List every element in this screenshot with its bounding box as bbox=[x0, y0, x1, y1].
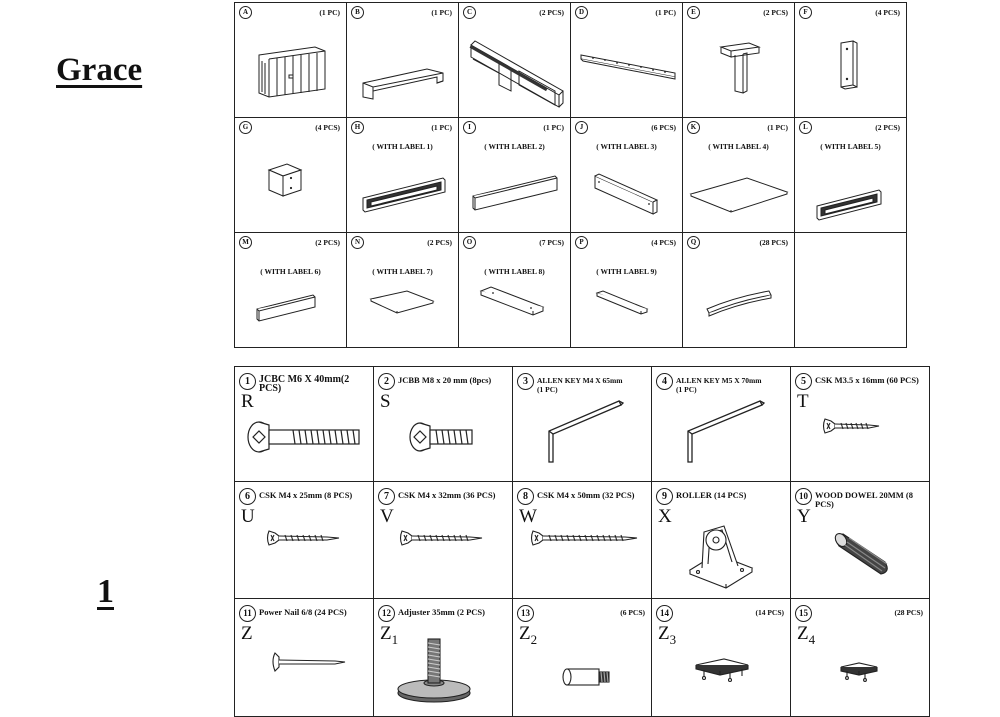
part-letter: H bbox=[351, 121, 364, 134]
part-label: ( WITH LABEL 1) bbox=[372, 142, 433, 151]
hardware-desc: Power Nail 6/8 (24 PCS) bbox=[259, 607, 347, 617]
hardware-code: U bbox=[241, 506, 255, 527]
part-label: ( WITH LABEL 5) bbox=[820, 142, 881, 151]
hardware-cell-9 bbox=[652, 482, 791, 599]
hardware-code: X bbox=[658, 506, 672, 527]
short-screw-icon bbox=[791, 367, 930, 482]
slat-icon bbox=[459, 233, 571, 348]
drawer-side-icon bbox=[571, 118, 683, 233]
part-letter: N bbox=[351, 236, 364, 249]
strip-icon bbox=[571, 233, 683, 348]
part-cell-b bbox=[347, 3, 459, 118]
jcbb-bolt-icon bbox=[374, 367, 513, 482]
hardware-cell-2 bbox=[374, 367, 513, 482]
hardware-desc: CSK M4 x 25mm (8 PCS) bbox=[259, 490, 353, 500]
hardware-number: 1 bbox=[239, 373, 256, 390]
nail-icon bbox=[235, 599, 374, 717]
parts-grid bbox=[234, 2, 907, 348]
hardware-desc: JCBB M8 x 20 mm (8pcs) bbox=[398, 375, 492, 385]
side-rail-icon bbox=[459, 3, 571, 118]
part-cell-e bbox=[683, 3, 795, 118]
part-qty: (2 PCS) bbox=[763, 8, 788, 17]
part-qty: (2 PCS) bbox=[315, 238, 340, 247]
part-cell-i bbox=[459, 118, 571, 233]
part-cell-q bbox=[683, 233, 795, 348]
part-qty: (6 PCS) bbox=[651, 123, 676, 132]
hardware-number: 3 bbox=[517, 373, 534, 390]
hardware-cell-13 bbox=[513, 599, 652, 717]
hardware-code: T bbox=[797, 391, 809, 412]
part-cell-o bbox=[459, 233, 571, 348]
adjuster-foot-icon bbox=[374, 599, 513, 717]
hardware-code: $Z_3$ bbox=[658, 623, 677, 647]
part-qty: (2 PCS) bbox=[875, 123, 900, 132]
part-cell-j bbox=[571, 118, 683, 233]
hardware-number: 2 bbox=[378, 373, 395, 390]
hardware-number: 15 bbox=[795, 605, 812, 622]
part-qty: (2 PCS) bbox=[427, 238, 452, 247]
wood-dowel-icon bbox=[791, 482, 930, 599]
hardware-code: S bbox=[380, 391, 391, 412]
hardware-code: $Z_1$ bbox=[380, 623, 399, 647]
hardware-desc: ALLEN KEY M5 X 70mm (1 PC) bbox=[676, 376, 762, 394]
part-qty: (1 PC) bbox=[319, 8, 340, 17]
part-letter: M bbox=[239, 236, 252, 249]
part-cell-f bbox=[795, 3, 907, 118]
part-cell-d bbox=[571, 3, 683, 118]
back-panel-icon bbox=[235, 233, 347, 348]
hardware-desc: CSK M3.5 x 16mm (60 PCS) bbox=[815, 375, 919, 385]
hardware-number: 8 bbox=[517, 488, 534, 505]
hardware-cell-8 bbox=[513, 482, 652, 599]
hardware-number: 6 bbox=[239, 488, 256, 505]
screw-50mm-icon bbox=[513, 482, 652, 599]
part-letter: L bbox=[799, 121, 812, 134]
part-label: ( WITH LABEL 6) bbox=[260, 267, 321, 276]
part-letter: O bbox=[463, 236, 476, 249]
headboard-icon bbox=[235, 3, 347, 118]
slat-holder-small-icon bbox=[791, 599, 930, 717]
hardware-code: $Z_4$ bbox=[797, 623, 816, 647]
hardware-cell-11 bbox=[235, 599, 374, 717]
hardware-code: $Z_2$ bbox=[519, 623, 538, 647]
part-cell-l bbox=[795, 118, 907, 233]
hardware-cell-4 bbox=[652, 367, 791, 482]
drawer-panel-icon bbox=[459, 118, 571, 233]
hardware-cell-6 bbox=[235, 482, 374, 599]
allen-key-small-icon bbox=[513, 367, 652, 482]
part-qty: (7 PCS) bbox=[539, 238, 564, 247]
screw-32mm-icon bbox=[374, 482, 513, 599]
hardware-desc: CSK M4 x 32mm (36 PCS) bbox=[398, 490, 496, 500]
center-rail-icon bbox=[571, 3, 683, 118]
part-cell-m bbox=[235, 233, 347, 348]
connector-pin-icon bbox=[513, 599, 652, 717]
part-cell-h bbox=[347, 118, 459, 233]
part-cell-g bbox=[235, 118, 347, 233]
part-letter: J bbox=[575, 121, 588, 134]
hardware-number: 7 bbox=[378, 488, 395, 505]
part-letter: I bbox=[463, 121, 476, 134]
hardware-code: W bbox=[519, 506, 537, 527]
hardware-cell-5 bbox=[791, 367, 930, 482]
hardware-qty: (28 PCS) bbox=[894, 608, 923, 617]
part-cell-c bbox=[459, 3, 571, 118]
part-letter: K bbox=[687, 121, 700, 134]
part-label: ( WITH LABEL 2) bbox=[484, 142, 545, 151]
bottom-board-icon bbox=[683, 118, 795, 233]
hardware-cell-1 bbox=[235, 367, 374, 482]
part-qty: (1 PC) bbox=[431, 8, 452, 17]
corner-block-icon bbox=[235, 118, 347, 233]
hardware-cell-3 bbox=[513, 367, 652, 482]
hardware-number: 13 bbox=[517, 605, 534, 622]
hardware-number: 11 bbox=[239, 605, 256, 622]
footboard-icon bbox=[347, 3, 459, 118]
hardware-grid bbox=[234, 366, 930, 717]
hardware-desc: JCBC M6 X 40mm(2 PCS) bbox=[259, 374, 350, 394]
part-qty: (4 PCS) bbox=[875, 8, 900, 17]
hardware-number: 10 bbox=[795, 488, 812, 505]
part-letter: E bbox=[687, 6, 700, 19]
hardware-desc: Adjuster 35mm (2 PCS) bbox=[398, 607, 485, 617]
hardware-code: Z bbox=[241, 623, 253, 644]
hardware-number: 12 bbox=[378, 605, 395, 622]
part-letter: C bbox=[463, 6, 476, 19]
part-qty: (1 PC) bbox=[767, 123, 788, 132]
part-label: ( WITH LABEL 8) bbox=[484, 267, 545, 276]
drawer-bottom-icon bbox=[347, 233, 459, 348]
part-qty: (1 PC) bbox=[655, 8, 676, 17]
hardware-cell-14 bbox=[652, 599, 791, 717]
allen-key-large-icon bbox=[652, 367, 791, 482]
page-title: Grace bbox=[56, 52, 143, 88]
part-cell-k bbox=[683, 118, 795, 233]
bracket-plate-icon bbox=[795, 3, 907, 118]
part-cell-p bbox=[571, 233, 683, 348]
page-number: 1 bbox=[97, 573, 114, 610]
part-letter: F bbox=[799, 6, 812, 19]
part-letter: A bbox=[239, 6, 252, 19]
part-qty: (28 PCS) bbox=[759, 238, 788, 247]
hardware-cell-10 bbox=[791, 482, 930, 599]
curved-slat-icon bbox=[683, 233, 795, 348]
part-letter: P bbox=[575, 236, 588, 249]
hardware-number: 14 bbox=[656, 605, 673, 622]
part-letter: G bbox=[239, 121, 252, 134]
part-cell-n bbox=[347, 233, 459, 348]
part-letter: B bbox=[351, 6, 364, 19]
hardware-code: V bbox=[380, 506, 394, 527]
part-letter: D bbox=[575, 6, 588, 19]
roller-icon bbox=[652, 482, 791, 599]
hardware-qty: (6 PCS) bbox=[620, 608, 645, 617]
hardware-code: R bbox=[241, 391, 254, 412]
hardware-number: 5 bbox=[795, 373, 812, 390]
support-leg-icon bbox=[683, 3, 795, 118]
hardware-code: Y bbox=[797, 506, 811, 527]
hardware-number: 9 bbox=[656, 488, 673, 505]
part-qty: (1 PC) bbox=[543, 123, 564, 132]
part-qty: (4 PCS) bbox=[315, 123, 340, 132]
hardware-qty: (14 PCS) bbox=[755, 608, 784, 617]
part-cell-a bbox=[235, 3, 347, 118]
part-letter: Q bbox=[687, 236, 700, 249]
screw-25mm-icon bbox=[235, 482, 374, 599]
hardware-cell-15 bbox=[791, 599, 930, 717]
part-qty: (2 PCS) bbox=[539, 8, 564, 17]
hardware-cell-7 bbox=[374, 482, 513, 599]
hardware-desc: ALLEN KEY M4 X 65mm (1 PC) bbox=[537, 376, 623, 394]
slat-holder-large-icon bbox=[652, 599, 791, 717]
jcbc-bolt-icon bbox=[235, 367, 374, 482]
part-qty: (1 PC) bbox=[431, 123, 452, 132]
hardware-cell-12 bbox=[374, 599, 513, 717]
drawer-front-icon bbox=[347, 118, 459, 233]
part-label: ( WITH LABEL 4) bbox=[708, 142, 769, 151]
part-qty: (4 PCS) bbox=[651, 238, 676, 247]
hardware-number: 4 bbox=[656, 373, 673, 390]
hardware-desc: WOOD DOWEL 20MM (8 PCS) bbox=[815, 490, 913, 509]
hardware-desc: CSK M4 x 50mm (32 PCS) bbox=[537, 490, 635, 500]
part-label: ( WITH LABEL 3) bbox=[596, 142, 657, 151]
part-label: ( WITH LABEL 9) bbox=[596, 267, 657, 276]
part-cell-empty bbox=[795, 233, 907, 348]
part-label: ( WITH LABEL 7) bbox=[372, 267, 433, 276]
small-drawer-front-icon bbox=[795, 118, 907, 233]
hardware-desc: ROLLER (14 PCS) bbox=[676, 490, 747, 500]
